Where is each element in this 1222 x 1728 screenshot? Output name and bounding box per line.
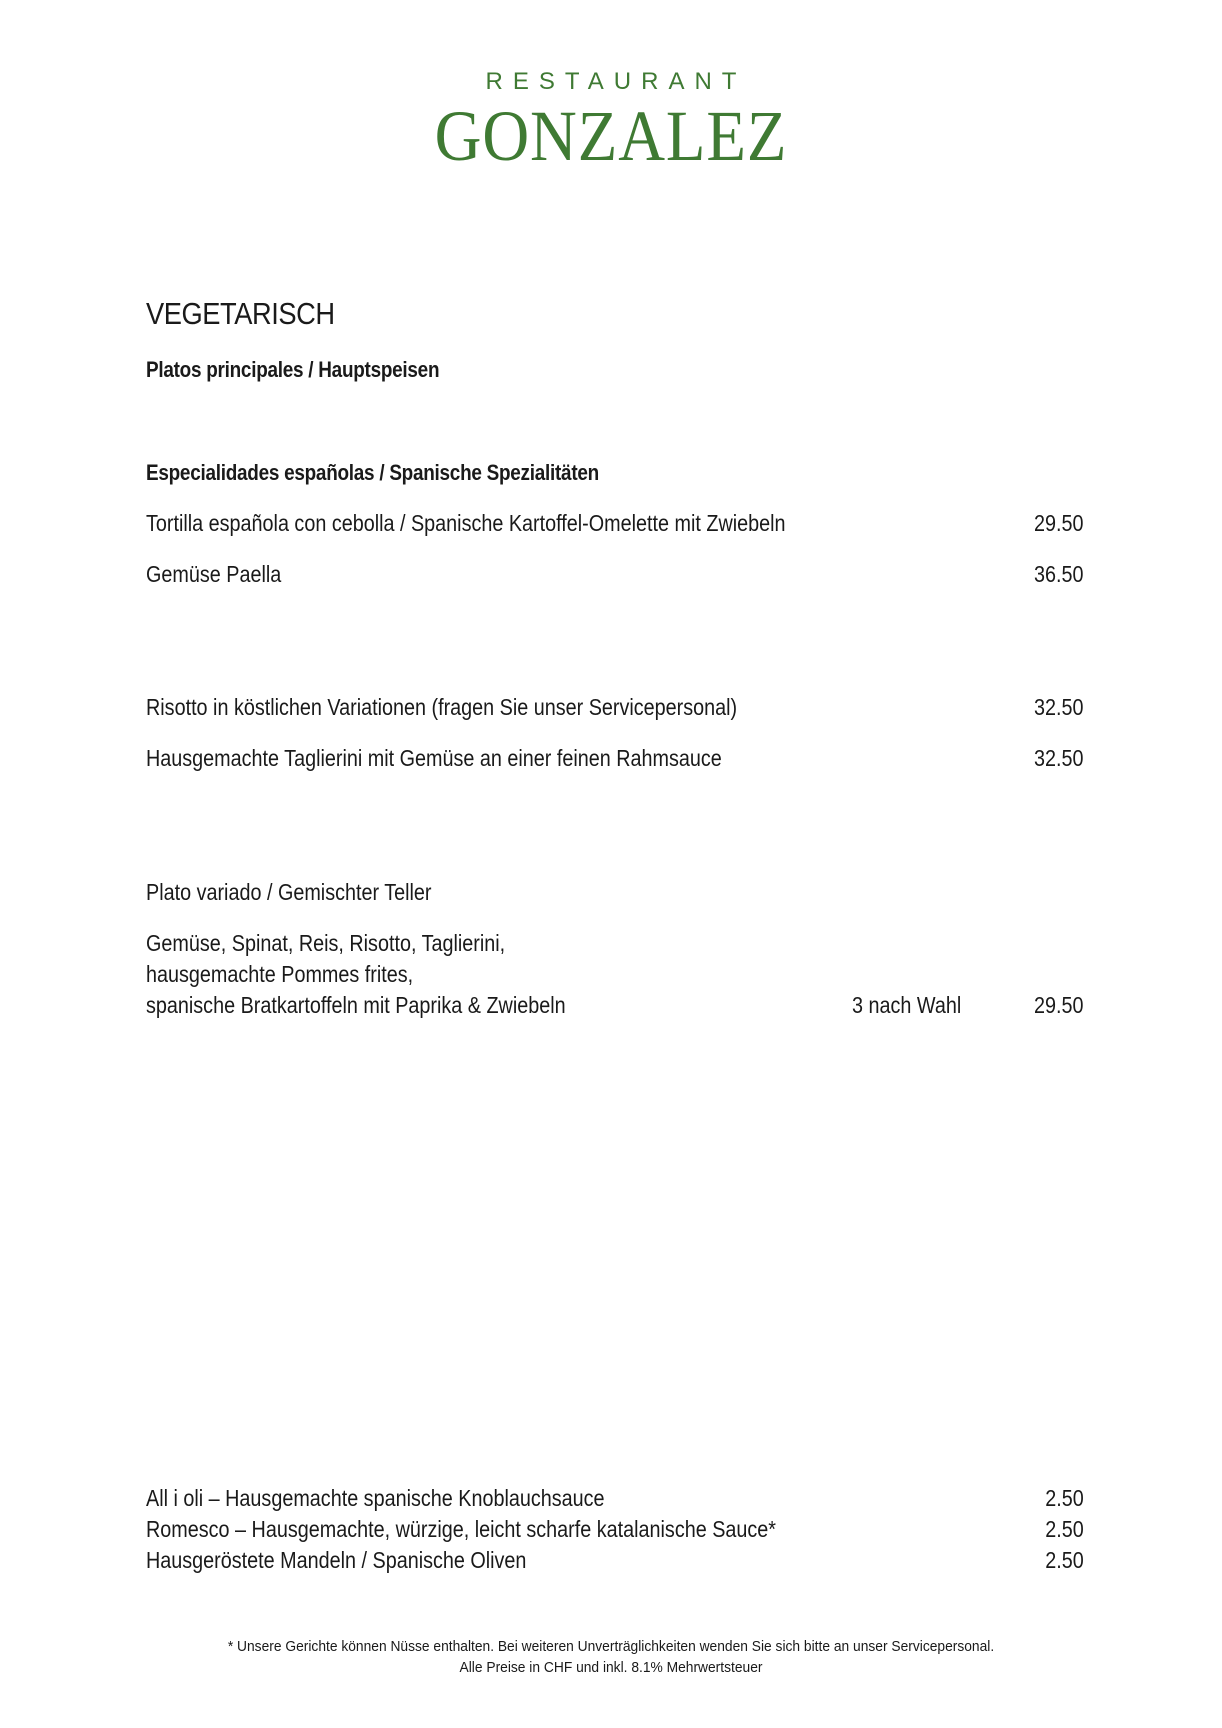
mixed-plate-title-label: Plato variado / Gemischter Teller [146,879,432,905]
menu-item-price: 32.50 [1034,745,1084,771]
menu-item-price: 32.50 [1034,694,1084,720]
menu-item-price: 36.50 [1034,561,1084,587]
mixed-plate-line-label: spanische Bratkartoffeln mit Paprika & Zwiebeln [146,992,566,1018]
mixed-plate-title [146,877,1084,907]
menu-item [146,743,1084,773]
mixed-plate-line-label: Gemüse, Spinat, Reis, Risotto, Taglierini, [146,930,506,956]
extra-item [146,1545,1084,1575]
footer-price-note: Alle Preise in CHF und inkl. 8.1% Mehrwertsteuer [459,1659,763,1676]
mixed-plate-note: 3 nach Wahl [852,992,962,1018]
extra-item-label: Romesco – Hausgemachte, würzige, leicht scharfe katalanische Sauce* [146,1516,776,1542]
extra-item-label: Hausgeröstete Mandeln / Spanische Oliven [146,1547,527,1573]
footer-allergy-note: * Unsere Gerichte können Nüsse enthalten. Bei weiteren Unverträglichkeiten wenden Sie sich bitte an unser Servicepersonal. [227,1638,995,1655]
mixed-plate-line [146,959,1084,989]
menu-item-label: Gemüse Paella [146,561,282,587]
menu-item-price: 29.50 [1034,510,1084,536]
mixed-plate-line [146,928,1084,958]
logo-restaurant-name: GONZALEZ [434,96,788,176]
menu-item [146,559,1084,589]
section-subtitle: Platos principales / Hauptspeisen [146,357,440,382]
extra-item-price: 2.50 [1045,1547,1084,1573]
extra-item-price: 2.50 [1045,1485,1084,1511]
extra-item-price: 2.50 [1045,1516,1084,1542]
menu-item [146,692,1084,722]
menu-item-label: Tortilla española con cebolla / Spanische Kartoffel-Omelette mit Zwiebeln [146,510,786,536]
specialties-heading: Especialidades españolas / Spanische Spezialitäten [146,460,599,485]
mixed-plate-price: 29.50 [1034,992,1084,1018]
extra-item-label: All i oli – Hausgemachte spanische Knoblauchsauce [146,1485,605,1511]
logo-restaurant-label: RESTAURANT [485,68,747,95]
menu-item [146,508,1084,538]
mixed-plate-line-label: hausgemachte Pommes frites, [146,961,414,987]
menu-item-label: Risotto in köstlichen Variationen (fragen Sie unser Servicepersonal) [146,694,738,720]
extra-item [146,1514,1084,1544]
section-title: VEGETARISCH [146,296,335,331]
extra-item [146,1483,1084,1513]
mixed-plate-line [146,990,1084,1020]
menu-item-label: Hausgemachte Taglierini mit Gemüse an einer feinen Rahmsauce [146,745,722,771]
